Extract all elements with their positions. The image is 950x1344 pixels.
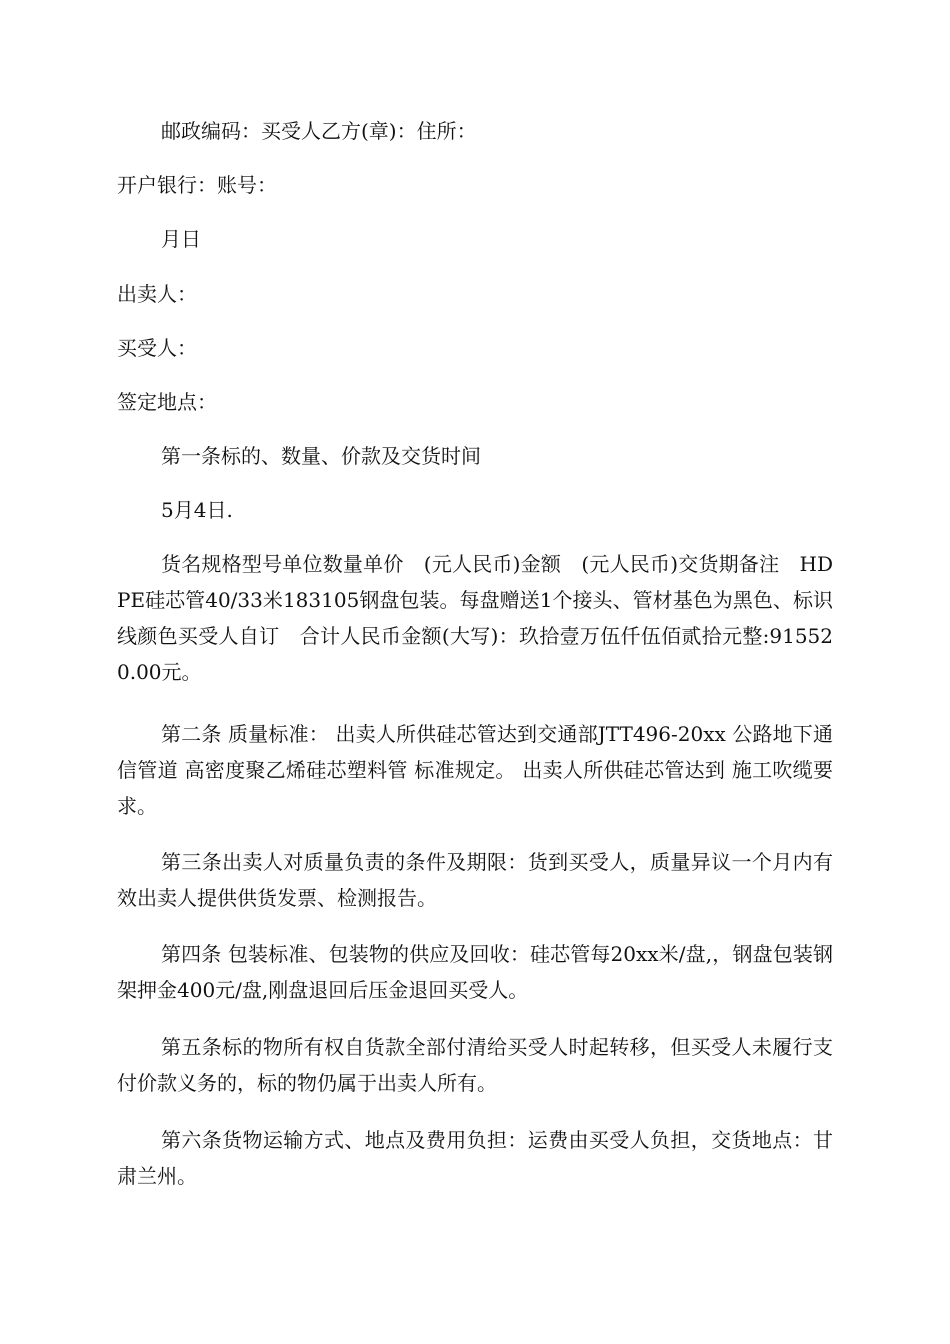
buyer-line: 买受人： bbox=[117, 336, 197, 360]
article-2-paragraph: 第二条 质量标准： 出卖人所供硅芯管达到交通部JTT496-20xx 公路地下通信管道 高密度聚乙烯硅芯塑料管 标准规定。 出卖人所供硅芯管达到 施工吹缆要求。 bbox=[117, 722, 833, 818]
seller-line: 出卖人： bbox=[117, 282, 197, 306]
article-3-paragraph: 第三条出卖人对质量负责的条件及期限：货到买受人，质量异议一个月内有效出卖人提供供货发票、检测报告。 bbox=[117, 850, 833, 910]
date-line: 月日 bbox=[161, 227, 201, 251]
bank-account-line: 开户银行：账号： bbox=[117, 173, 277, 197]
article-4-paragraph: 第四条 包装标准、包装物的供应及回收：硅芯管每20xx米/盘,，钢盘包装钢架押金400元/盘,刚盘退回后压金退回买受人。 bbox=[117, 942, 833, 1002]
article-1-date: 5月4日. bbox=[161, 498, 233, 522]
goods-paragraph: 货名规格型号单位数量单价 (元人民币)金额 (元人民币)交货期备注 HDPE硅芯管40/33米183105钢盘包装。每盘赠送1个接头、管材基色为黑色、标识线颜色买受人自订 合计人民币金额(大写)：玖拾壹万伍仟伍佰贰拾元整:915520.00元。 bbox=[117, 552, 833, 684]
postal-code-line: 邮政编码：买受人乙方(章)：住所： bbox=[161, 119, 477, 143]
signing-place-line: 签定地点： bbox=[117, 390, 217, 414]
article-1-title: 第一条标的、数量、价款及交货时间 bbox=[161, 444, 481, 468]
article-5-paragraph: 第五条标的物所有权自货款全部付清给买受人时起转移，但买受人未履行支付价款义务的，标的物仍属于出卖人所有。 bbox=[117, 1035, 833, 1095]
article-6-paragraph: 第六条货物运输方式、地点及费用负担：运费由买受人负担，交货地点：甘肃兰州。 bbox=[117, 1128, 833, 1188]
